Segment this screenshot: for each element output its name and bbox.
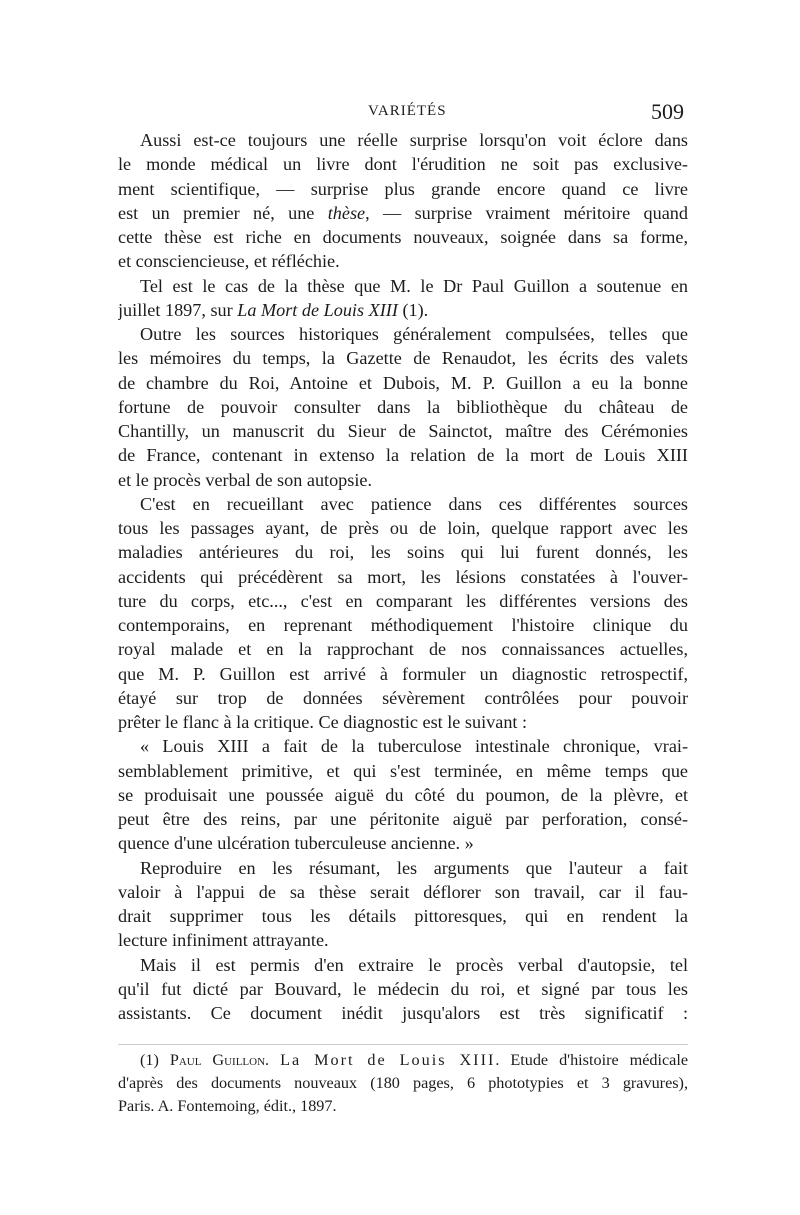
footnote-line: Paris. A. Fontemoing, édit., 1897.: [118, 1097, 337, 1115]
page-number: 509: [651, 99, 684, 124]
text-line: Chantilly, un manuscrit du Sieur de Sainctot, maître des Cérémonies: [118, 421, 688, 441]
footnote-divider: [118, 1044, 688, 1045]
text-line: « Louis XIII a fait de la tuberculose intestinale chronique, vrai-: [140, 736, 688, 757]
text-line: accidents qui précédèrent sa mort, les lésions constatées à l'ouver-: [118, 566, 688, 587]
text-line: Aussi est-ce toujours une réelle surprise lorsqu'on voit éclore dans: [140, 130, 688, 150]
text-line: ture du corps, etc..., c'est en comparant les différentes versions des: [118, 590, 688, 611]
text-line: de chambre du Roi, Antoine et Dubois, M. P. Guillon a eu la bonne: [118, 372, 688, 393]
text-run: (1).: [397, 299, 429, 320]
text-line: drait supprimer tous les détails pittoresques, qui en rendent la: [118, 906, 688, 926]
text-line: [118, 298, 688, 322]
text-line: et consciencieuse, et réfléchie.: [118, 251, 340, 272]
text-run: juillet 1897, sur: [118, 299, 238, 320]
text-line: que M. P. Guillon est arrivé à formuler un diagnostic retrospectif,: [118, 663, 688, 684]
footnote-line: d'après des documents nouveaux (180 pages, 6 phototypies et 3 gravures),: [118, 1074, 688, 1092]
text-line: C'est en recueillant avec patience dans ces différentes sources: [140, 493, 688, 514]
text-line: Tel est le cas de la thèse que M. le Dr Paul Guillon a soutenue en: [140, 275, 688, 296]
footnote-author: Paul Guillon: [169, 1051, 266, 1069]
text-line: valoir à l'appui de sa thèse serait déflorer son travail, car il fau-: [118, 881, 688, 902]
text-line: quence d'une ulcération tuberculeuse ancienne. »: [118, 833, 474, 854]
text-line: Mais il est permis d'en extraire le procès verbal d'autopsie, tel: [140, 954, 688, 975]
text-line: tous les passages ayant, de près ou de loin, quelque rapport avec les: [118, 518, 688, 538]
text-line: les mémoires du temps, la Gazette de Renaudot, les écrits des valets: [118, 348, 688, 369]
text-line: fortune de pouvoir consulter dans la bibliothèque du château de: [118, 396, 688, 417]
text-line: de France, contenant in extenso la relation de la mort de Louis XIII: [118, 445, 688, 466]
text-line: étayé sur trop de données sévèrement contrôlées pour pouvoir: [118, 687, 688, 708]
text-line: prêter le flanc à la critique. Ce diagnostic est le suivant :: [118, 712, 528, 732]
text-line: Reproduire en les résumant, les arguments que l'auteur a fait: [140, 857, 688, 878]
text-line: se produisait une poussée aiguë du côté du poumon, de la plèvre, et: [118, 784, 688, 805]
text-line: contemporains, en reprenant méthodiquement l'histoire clinique du: [118, 615, 688, 635]
text-line: ment scientifique, — surprise plus grande encore quand ce livre: [118, 178, 688, 199]
running-head: [118, 100, 688, 124]
footnote: [118, 1049, 688, 1118]
footnote-marker: (1): [140, 1051, 170, 1069]
text-line: royal malade et en la rapprochant de nos connaissances actuelles,: [118, 639, 688, 660]
footnote-line: (1) Paul Guillon. La Mort de Louis XIII. Etude d'histoire médicale: [140, 1051, 688, 1069]
text-line: et le procès verbal de son autopsie.: [118, 469, 373, 490]
italic-run: thèse: [327, 202, 366, 223]
text-line: le monde médical un livre dont l'érudition ne soit pas exclusive-: [118, 154, 688, 175]
body-text: [118, 128, 688, 1025]
text-line: [118, 201, 688, 225]
text-line: Outre les sources historiques généralement compulsées, telles que: [140, 324, 688, 344]
text-line: qu'il fut dicté par Bouvard, le médecin du roi, et signé par tous les: [118, 978, 688, 999]
text-line: peut être des reins, par une péritonite aiguë par perforation, consé-: [118, 809, 688, 829]
text-run: , — surprise vraiment méritoire quand: [365, 202, 688, 223]
text-line: lecture infiniment attrayante.: [118, 930, 329, 951]
footnote-rest: . Etude d'histoire médicale: [495, 1051, 688, 1069]
text-line: cette thèse est riche en documents nouveaux, soignée dans sa forme,: [118, 227, 688, 247]
text-line: assistants. Ce document inédit jusqu'alors est très significatif :: [118, 1003, 688, 1023]
text-line: semblablement primitive, et qui s'est terminée, en même temps que: [118, 760, 688, 781]
running-title: VARIÉTÉS: [368, 103, 447, 119]
text-run: est un premier né, une: [118, 202, 328, 223]
footnote-title: La Mort de Louis XIII: [280, 1051, 496, 1069]
text-line: maladies antérieures du roi, les soins qui lui furent donnés, les: [118, 542, 688, 563]
italic-run: La Mort de Louis XIII: [237, 299, 398, 320]
